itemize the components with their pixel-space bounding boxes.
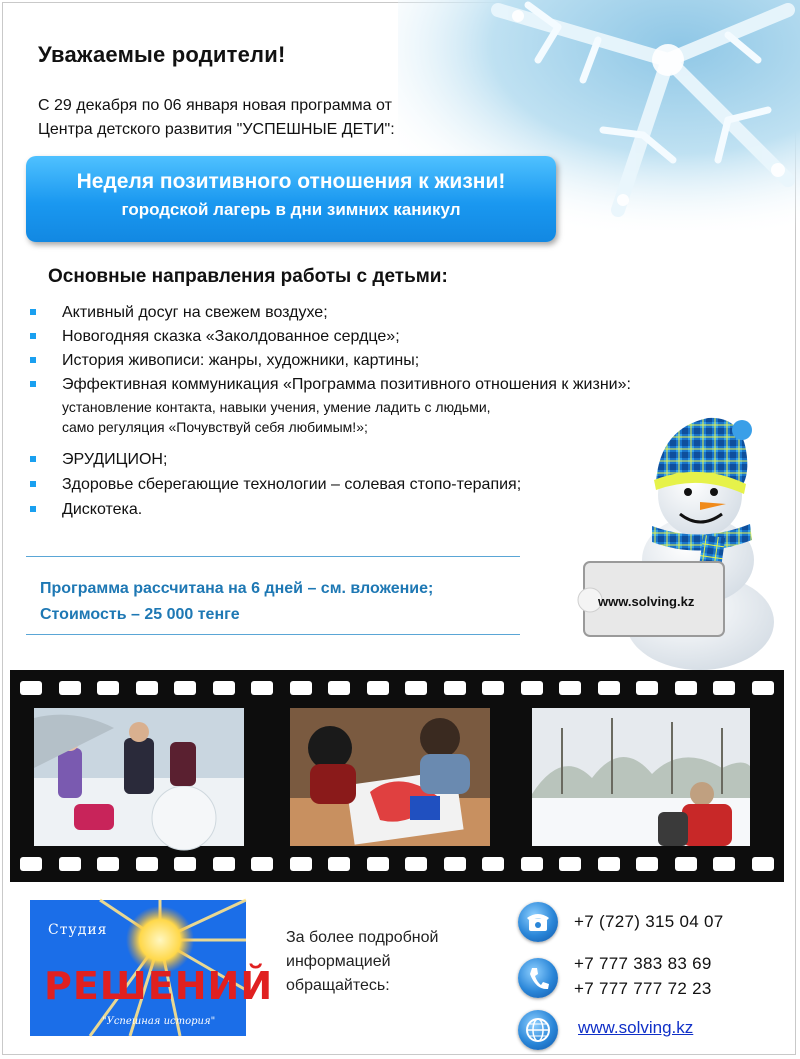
intro-line-2: Центра детского развития "УСПЕШНЫЕ ДЕТИ":: [38, 121, 395, 138]
film-sprocket-hole: [598, 681, 620, 695]
film-sprocket-hole: [675, 681, 697, 695]
film-sprocket-hole: [713, 857, 735, 871]
separator-bottom: [26, 634, 520, 635]
directions-title: Основные направления работы с детьми:: [48, 266, 448, 287]
globe-icon: [518, 1010, 558, 1050]
telephone-icon: [518, 902, 558, 942]
film-sprocket-hole: [290, 857, 312, 871]
film-sprocket-hole: [20, 857, 42, 871]
film-sprocket-hole: [174, 681, 196, 695]
snowman-sign-text: www.solving.kz: [598, 594, 695, 609]
intro-text: [38, 94, 598, 142]
film-sprocket-hole: [482, 681, 504, 695]
program-banner: [26, 156, 556, 242]
film-sprocket-hole: [174, 857, 196, 871]
logo-studio-text: Студия: [48, 922, 108, 938]
film-sprocket-hole: [367, 681, 389, 695]
film-sprocket-hole: [251, 857, 273, 871]
list-item: Активный досуг на свежем воздухе;: [30, 304, 770, 322]
intro-line-1: С 29 декабря по 06 января новая программа от: [38, 97, 392, 114]
film-sprocket-hole: [482, 857, 504, 871]
film-sprocket-hole: [213, 681, 235, 695]
film-sprocket-hole: [367, 857, 389, 871]
logo-main-text: РЕШЕНИЙ: [44, 964, 274, 1008]
film-sprocket-hole: [636, 681, 658, 695]
film-sprocket-hole: [136, 857, 158, 871]
film-sprocket-hole: [675, 857, 697, 871]
film-sprocket-hole: [290, 681, 312, 695]
children-drawing-photo: [290, 708, 490, 846]
film-sprocket-hole: [405, 681, 427, 695]
film-sprocket-hole: [521, 857, 543, 871]
children-snowman-photo: [34, 708, 244, 846]
film-sprocket-hole: [598, 857, 620, 871]
list-item: Новогодняя сказка «Заколдованное сердце»;: [30, 328, 770, 346]
program-duration: Программа рассчитана на 6 дней – см. вложение;: [40, 580, 434, 597]
film-sprocket-hole: [559, 857, 581, 871]
list-item: Эффективная коммуникация «Программа позитивного отношения к жизни»:: [30, 376, 770, 394]
list-subitem: установление контакта, навыки учения, умение ладить с людьми,: [62, 399, 491, 415]
film-sprocket-hole: [328, 857, 350, 871]
list-item: Здоровье сберегающие технологии – солевая стопо-терапия;: [30, 476, 770, 494]
film-sprocket-hole: [559, 681, 581, 695]
film-sprocket-hole: [20, 681, 42, 695]
snowman-illustration: [580, 410, 780, 672]
list-subitem: само регуляция «Почувствуй себя любимым!»;: [62, 419, 368, 435]
film-strip: [10, 670, 784, 882]
studio-logo: [30, 900, 274, 1036]
film-sprocket-hole: [251, 681, 273, 695]
film-sprocket-hole: [752, 857, 774, 871]
banner-subtitle: городской лагерь в дни зимних каникул: [121, 200, 461, 219]
banner-title: Неделя позитивного отношения к жизни!: [76, 170, 506, 193]
film-sprocket-hole: [328, 681, 350, 695]
website-link[interactable]: www.solving.kz: [578, 1018, 694, 1037]
mobile-phone-icon: [518, 958, 558, 998]
contact-info-text: [286, 926, 438, 998]
logo-tagline: "Успешная история": [102, 1016, 216, 1027]
film-sprocket-hole: [444, 857, 466, 871]
contact-line-3: обращайтесь:: [286, 977, 390, 994]
list-item: История живописи: жанры, художники, картины;: [30, 352, 770, 370]
film-sprocket-hole: [752, 681, 774, 695]
film-sprocket-hole: [213, 857, 235, 871]
program-price: Стоимость – 25 000 тенге: [40, 606, 240, 623]
film-sprocket-hole: [59, 857, 81, 871]
greeting-title: Уважаемые родители!: [38, 42, 286, 67]
contact-line-1: За более подробной: [286, 929, 439, 946]
film-sprocket-hole: [59, 681, 81, 695]
winter-forest-photo: [532, 708, 750, 846]
mobile-phone-2[interactable]: +7 777 777 72 23: [574, 979, 712, 998]
contact-line-2: информацией: [286, 953, 391, 970]
film-sprocket-hole: [444, 681, 466, 695]
list-item: ЭРУДИЦИОН;: [30, 451, 770, 469]
film-sprocket-hole: [405, 857, 427, 871]
film-sprocket-hole: [713, 681, 735, 695]
landline-phone[interactable]: +7 (727) 315 04 07: [574, 912, 724, 931]
film-sprocket-hole: [136, 681, 158, 695]
film-sprocket-hole: [521, 681, 543, 695]
list-item: Дискотека.: [30, 501, 770, 519]
separator-top: [26, 556, 520, 557]
mobile-phone-1[interactable]: +7 777 383 83 69: [574, 954, 712, 973]
film-sprocket-hole: [97, 857, 119, 871]
film-sprocket-hole: [636, 857, 658, 871]
program-info: [40, 576, 433, 628]
film-sprocket-hole: [97, 681, 119, 695]
